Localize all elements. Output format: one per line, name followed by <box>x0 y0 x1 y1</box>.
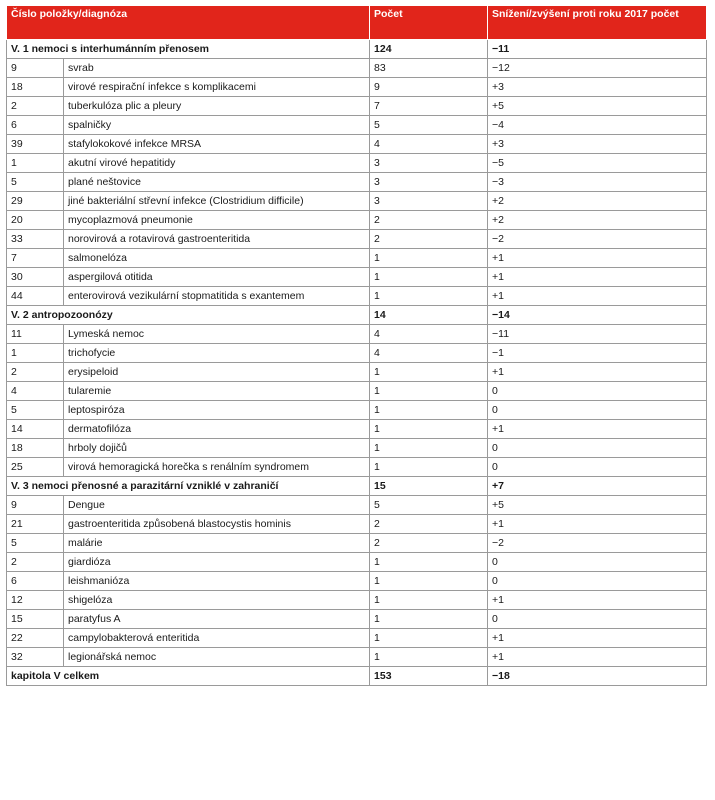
item-code: 22 <box>7 629 64 648</box>
item-diagnosis: tuberkulóza plic a pleury <box>64 97 370 116</box>
item-code: 1 <box>7 344 64 363</box>
table-row <box>7 344 707 363</box>
item-diagnosis: hrboly dojičů <box>64 439 370 458</box>
item-diagnosis: aspergilová otitida <box>64 268 370 287</box>
table-row <box>7 420 707 439</box>
count-cell: 1 <box>370 401 488 420</box>
count-cell: 9 <box>370 78 488 97</box>
total-label: kapitola V celkem <box>7 667 370 686</box>
count-cell: 1 <box>370 249 488 268</box>
change-cell: +7 <box>488 477 707 496</box>
item-diagnosis: tularemie <box>64 382 370 401</box>
item-diagnosis: trichofycie <box>64 344 370 363</box>
group-label: V. 1 nemoci s interhumánním přenosem <box>7 40 370 59</box>
change-cell: 0 <box>488 401 707 420</box>
change-cell: 0 <box>488 458 707 477</box>
item-diagnosis: leptospiróza <box>64 401 370 420</box>
count-cell: 2 <box>370 230 488 249</box>
count-cell: 2 <box>370 211 488 230</box>
count-cell: 3 <box>370 154 488 173</box>
group-row <box>7 306 707 325</box>
item-diagnosis: legionářská nemoc <box>64 648 370 667</box>
table-container <box>6 5 706 686</box>
header-diagnosis: Číslo položky/diagnóza <box>7 6 370 40</box>
change-cell: +1 <box>488 249 707 268</box>
change-cell: +1 <box>488 591 707 610</box>
item-diagnosis: jiné bakteriální střevní infekce (Clostridium difficile) <box>64 192 370 211</box>
count-cell: 1 <box>370 363 488 382</box>
table-row <box>7 515 707 534</box>
table-row <box>7 572 707 591</box>
table-row <box>7 192 707 211</box>
item-code: 7 <box>7 249 64 268</box>
item-code: 2 <box>7 363 64 382</box>
item-diagnosis: giardióza <box>64 553 370 572</box>
header-row <box>7 6 707 40</box>
table-row <box>7 553 707 572</box>
count-cell: 1 <box>370 610 488 629</box>
change-cell: −11 <box>488 325 707 344</box>
item-code: 44 <box>7 287 64 306</box>
change-cell: +1 <box>488 363 707 382</box>
count-cell: 1 <box>370 382 488 401</box>
change-cell: −14 <box>488 306 707 325</box>
count-cell: 124 <box>370 40 488 59</box>
item-diagnosis: leishmanióza <box>64 572 370 591</box>
change-cell: −11 <box>488 40 707 59</box>
total-row <box>7 667 707 686</box>
item-diagnosis: paratyfus A <box>64 610 370 629</box>
item-code: 11 <box>7 325 64 344</box>
count-cell: 2 <box>370 515 488 534</box>
change-cell: −4 <box>488 116 707 135</box>
change-cell: −18 <box>488 667 707 686</box>
table-row <box>7 154 707 173</box>
change-cell: +5 <box>488 97 707 116</box>
item-code: 9 <box>7 496 64 515</box>
table-row <box>7 401 707 420</box>
count-cell: 3 <box>370 192 488 211</box>
count-cell: 1 <box>370 420 488 439</box>
count-cell: 1 <box>370 572 488 591</box>
item-code: 2 <box>7 553 64 572</box>
change-cell: −1 <box>488 344 707 363</box>
change-cell: +5 <box>488 496 707 515</box>
item-code: 4 <box>7 382 64 401</box>
item-diagnosis: virové respirační infekce s komplikacemi <box>64 78 370 97</box>
item-diagnosis: Dengue <box>64 496 370 515</box>
item-code: 15 <box>7 610 64 629</box>
item-code: 14 <box>7 420 64 439</box>
count-cell: 14 <box>370 306 488 325</box>
count-cell: 1 <box>370 629 488 648</box>
count-cell: 83 <box>370 59 488 78</box>
change-cell: −3 <box>488 173 707 192</box>
item-code: 1 <box>7 154 64 173</box>
item-diagnosis: dermatofilóza <box>64 420 370 439</box>
table-row <box>7 591 707 610</box>
item-code: 25 <box>7 458 64 477</box>
count-cell: 15 <box>370 477 488 496</box>
group-label: V. 2 antropozoonózy <box>7 306 370 325</box>
item-diagnosis: salmonelóza <box>64 249 370 268</box>
item-diagnosis: virová hemoragická horečka s renálním syndromem <box>64 458 370 477</box>
count-cell: 4 <box>370 135 488 154</box>
item-code: 5 <box>7 401 64 420</box>
item-code: 39 <box>7 135 64 154</box>
table-row <box>7 325 707 344</box>
item-code: 32 <box>7 648 64 667</box>
item-diagnosis: enterovirová vezikulární stopmatitida s exantemem <box>64 287 370 306</box>
count-cell: 5 <box>370 116 488 135</box>
count-cell: 7 <box>370 97 488 116</box>
count-cell: 4 <box>370 325 488 344</box>
item-code: 2 <box>7 97 64 116</box>
change-cell: 0 <box>488 439 707 458</box>
item-code: 6 <box>7 572 64 591</box>
table-row <box>7 534 707 553</box>
change-cell: +1 <box>488 648 707 667</box>
item-diagnosis: stafylokokové infekce MRSA <box>64 135 370 154</box>
item-code: 18 <box>7 78 64 97</box>
item-diagnosis: shigelóza <box>64 591 370 610</box>
item-diagnosis: erysipeloid <box>64 363 370 382</box>
table-row <box>7 173 707 192</box>
change-cell: −5 <box>488 154 707 173</box>
item-diagnosis: plané neštovice <box>64 173 370 192</box>
change-cell: −2 <box>488 230 707 249</box>
change-cell: 0 <box>488 610 707 629</box>
table-row <box>7 496 707 515</box>
table-row <box>7 629 707 648</box>
table-row <box>7 287 707 306</box>
item-diagnosis: malárie <box>64 534 370 553</box>
item-diagnosis: campylobakterová enteritida <box>64 629 370 648</box>
item-diagnosis: svrab <box>64 59 370 78</box>
change-cell: +1 <box>488 268 707 287</box>
item-diagnosis: Lymeská nemoc <box>64 325 370 344</box>
table-row <box>7 59 707 78</box>
item-code: 33 <box>7 230 64 249</box>
item-code: 12 <box>7 591 64 610</box>
table-row <box>7 648 707 667</box>
table-row <box>7 211 707 230</box>
item-code: 29 <box>7 192 64 211</box>
item-code: 20 <box>7 211 64 230</box>
item-code: 5 <box>7 534 64 553</box>
diagnosis-table <box>6 5 707 686</box>
table-body <box>7 40 707 686</box>
change-cell: +2 <box>488 192 707 211</box>
count-cell: 153 <box>370 667 488 686</box>
table-row <box>7 230 707 249</box>
table-row <box>7 439 707 458</box>
item-diagnosis: norovirová a rotavirová gastroenteritida <box>64 230 370 249</box>
item-code: 21 <box>7 515 64 534</box>
table-row <box>7 458 707 477</box>
count-cell: 1 <box>370 268 488 287</box>
change-cell: +3 <box>488 135 707 154</box>
item-code: 30 <box>7 268 64 287</box>
table-header <box>7 6 707 40</box>
change-cell: 0 <box>488 553 707 572</box>
change-cell: −2 <box>488 534 707 553</box>
change-cell: 0 <box>488 572 707 591</box>
table-row <box>7 97 707 116</box>
header-change: Snížení/zvýšení proti roku 2017 počet <box>488 6 707 40</box>
table-row <box>7 116 707 135</box>
group-row <box>7 477 707 496</box>
table-row <box>7 268 707 287</box>
change-cell: +1 <box>488 515 707 534</box>
item-diagnosis: gastroenteritida způsobená blastocystis hominis <box>64 515 370 534</box>
count-cell: 1 <box>370 287 488 306</box>
item-diagnosis: mycoplazmová pneumonie <box>64 211 370 230</box>
table-row <box>7 363 707 382</box>
change-cell: +1 <box>488 287 707 306</box>
table-row <box>7 610 707 629</box>
count-cell: 1 <box>370 458 488 477</box>
table-row <box>7 135 707 154</box>
item-code: 18 <box>7 439 64 458</box>
count-cell: 4 <box>370 344 488 363</box>
count-cell: 1 <box>370 591 488 610</box>
count-cell: 1 <box>370 439 488 458</box>
group-row <box>7 40 707 59</box>
group-label: V. 3 nemoci přenosné a parazitární vzniklé v zahraničí <box>7 477 370 496</box>
item-code: 5 <box>7 173 64 192</box>
change-cell: +3 <box>488 78 707 97</box>
item-code: 9 <box>7 59 64 78</box>
count-cell: 1 <box>370 648 488 667</box>
change-cell: +1 <box>488 629 707 648</box>
item-diagnosis: spalničky <box>64 116 370 135</box>
count-cell: 3 <box>370 173 488 192</box>
count-cell: 2 <box>370 534 488 553</box>
count-cell: 5 <box>370 496 488 515</box>
count-cell: 1 <box>370 553 488 572</box>
table-row <box>7 382 707 401</box>
item-code: 6 <box>7 116 64 135</box>
change-cell: 0 <box>488 382 707 401</box>
table-row <box>7 78 707 97</box>
header-count: Počet <box>370 6 488 40</box>
change-cell: +2 <box>488 211 707 230</box>
change-cell: −12 <box>488 59 707 78</box>
change-cell: +1 <box>488 420 707 439</box>
table-row <box>7 249 707 268</box>
item-diagnosis: akutní virové hepatitidy <box>64 154 370 173</box>
